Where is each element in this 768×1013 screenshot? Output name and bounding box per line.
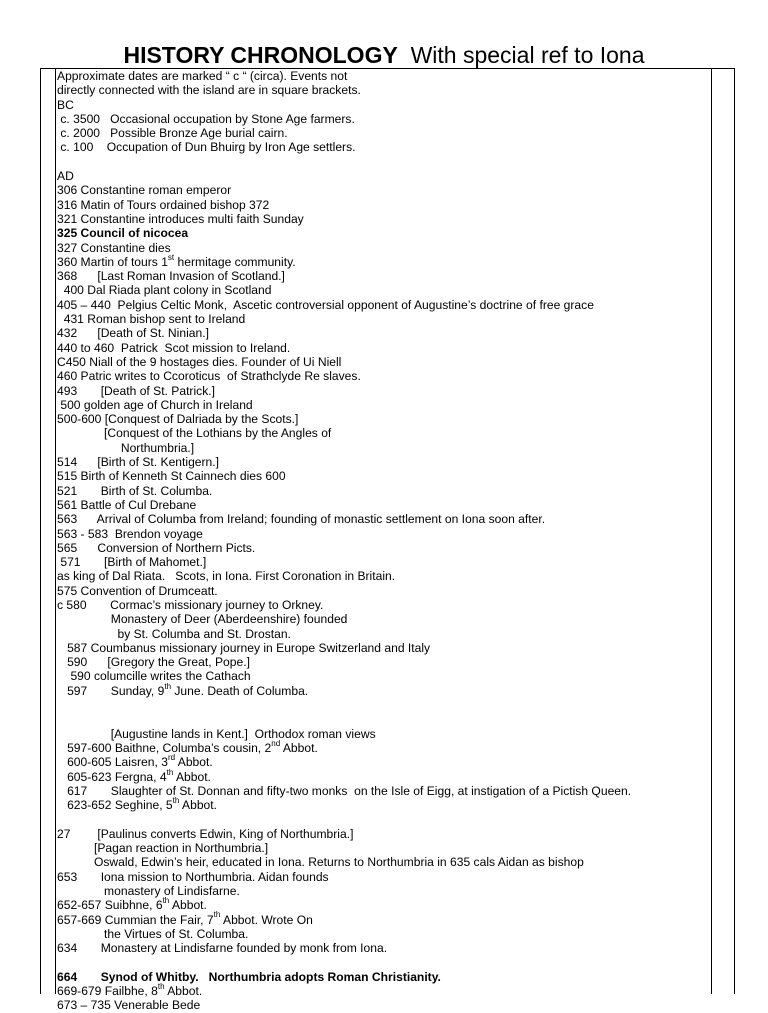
chronology-line <box>57 455 709 469</box>
chronology-line-text: 405 – 440 Pelgius Celtic Monk, Ascetic controversial opponent of Augustine’s doctrine of free grace <box>57 297 594 312</box>
chronology-line-text: Approximate dates are marked “ c “ (circa). Events not <box>57 69 348 83</box>
chronology-line-text: Monastery of Deer (Aberdeenshire) founded <box>57 612 348 627</box>
page-title-bold: HISTORY CHRONOLOGY <box>123 42 398 68</box>
chronology-line-text: directly connected with the island are in square brackets. <box>57 83 361 98</box>
chronology-line-text: [Conquest of the Lothians by the Angles of <box>57 426 332 441</box>
chronology-line-text-continued: Abbot. <box>175 755 213 770</box>
chronology-line <box>57 252 709 269</box>
chronology-text <box>57 69 709 1013</box>
chronology-line-text: 460 Patric writes to Ccoroticus of Strathclyde Re slaves. <box>57 369 361 384</box>
chronology-line <box>57 355 709 369</box>
chronology-line-text-continued: hermitage community. <box>174 254 296 269</box>
chronology-line <box>57 927 709 941</box>
table-inner-right-border <box>711 68 712 994</box>
chronology-line-text: 321 Constantine introduces multi faith Sunday <box>57 211 304 226</box>
chronology-line <box>57 784 709 798</box>
chronology-line-text: 327 Constantine dies <box>57 240 171 255</box>
chronology-line <box>57 498 709 512</box>
chronology-line <box>57 298 709 312</box>
chronology-line-text: 664 Synod of Whitby. Northumbria adopts Roman Christianity. <box>57 969 441 984</box>
chronology-line <box>57 469 709 483</box>
chronology-line-text: 563 - 583 Brendon voyage <box>57 526 203 541</box>
chronology-line <box>57 727 709 741</box>
chronology-line-text: 575 Convention of Drumceatt. <box>57 583 218 598</box>
chronology-line <box>57 226 709 240</box>
chronology-line-text: 600-605 Laisren, 3 <box>57 755 168 770</box>
chronology-line <box>57 341 709 355</box>
page-title <box>0 42 768 69</box>
chronology-line-text: AD <box>57 169 74 184</box>
chronology-line <box>57 584 709 598</box>
chronology-line-text: 500 golden age of Church in Ireland <box>57 397 253 412</box>
page-title-subtitle: With special ref to Iona <box>410 42 645 68</box>
chronology-line-text: as king of Dal Riata. Scots, in Iona. First Coronation in Britain. <box>57 569 396 584</box>
chronology-line <box>57 183 709 197</box>
chronology-line <box>57 898 709 912</box>
ordinal-suffix: th <box>157 981 165 991</box>
chronology-line-text: Oswald, Edwin’s heir, educated in Iona. Returns to Northumbria in 635 cals Aidan as bishop <box>57 855 584 870</box>
chronology-line <box>57 527 709 541</box>
chronology-line <box>57 241 709 255</box>
chronology-line <box>57 855 709 869</box>
chronology-line-text-continued: Abbot. <box>169 898 207 913</box>
chronology-line <box>57 681 709 698</box>
chronology-line-text: 571 [Birth of Mahomet.] <box>57 555 207 570</box>
chronology-line-text: the Virtues of St. Columba. <box>57 926 249 941</box>
chronology-line <box>57 98 709 112</box>
chronology-line <box>57 384 709 398</box>
chronology-line <box>57 512 709 526</box>
chronology-line <box>57 698 709 712</box>
chronology-line <box>57 484 709 498</box>
ordinal-suffix: th <box>166 767 174 777</box>
chronology-line-text: 561 Battle of Cul Drebane <box>57 497 197 512</box>
chronology-line <box>57 812 709 826</box>
chronology-line-text-continued: Abbot. Wrote On <box>220 912 313 927</box>
ordinal-suffix: st <box>167 252 175 262</box>
ordinal-suffix: nd <box>271 738 281 748</box>
chronology-line-text-continued: Abbot. <box>280 740 318 755</box>
chronology-line <box>57 910 709 927</box>
chronology-line-text: 316 Matin of Tours ordained bishop 372 <box>57 197 270 212</box>
chronology-line-text: 590 columcille writes the Cathach <box>57 669 251 684</box>
chronology-line <box>57 970 709 984</box>
chronology-line <box>57 198 709 212</box>
chronology-line <box>57 541 709 555</box>
chronology-line <box>57 140 709 154</box>
ordinal-suffix: rd <box>167 753 176 763</box>
chronology-line <box>57 798 709 812</box>
chronology-line <box>57 655 709 669</box>
chronology-line-text-continued: Abbot. <box>164 984 203 998</box>
chronology-line <box>57 269 709 283</box>
chronology-line <box>57 412 709 426</box>
chronology-line-text: 673 – 735 Venerable Bede <box>57 998 201 1013</box>
chronology-line-text: 360 Martin of tours 1 <box>57 254 168 269</box>
chronology-line-text: 515 Birth of Kenneth St Cainnech dies 600 <box>57 469 286 484</box>
chronology-line <box>57 426 709 440</box>
chronology-line <box>57 169 709 183</box>
chronology-line-text: 634 Monastery at Lindisfarne founded by monk from Iona. <box>57 941 388 956</box>
chronology-line-text: 617 Slaughter of St. Donnan and fifty-two monks on the Isle of Eigg, at instigation of a Pictish Queen. <box>57 783 632 798</box>
chronology-line-text: 400 Dal Riada plant colony in Scotland <box>57 283 272 298</box>
chronology-line <box>57 112 709 126</box>
chronology-line-text: 521 Birth of St. Columba. <box>57 483 213 498</box>
ordinal-suffix: th <box>162 896 170 906</box>
chronology-line <box>57 326 709 340</box>
chronology-line <box>57 870 709 884</box>
chronology-line-text: 563 Arrival of Columba from Ireland; founding of monastic settlement on Iona soon after. <box>57 512 546 527</box>
chronology-line-text: 493 [Death of St. Patrick.] <box>57 383 215 398</box>
chronology-line-text: 306 Constantine roman emperor <box>57 183 232 198</box>
chronology-line <box>57 598 709 612</box>
chronology-line-text: c 580 Cormac’s missionary journey to Orkney. <box>57 597 324 612</box>
chronology-line <box>57 441 709 455</box>
chronology-line-text: 368 [Last Roman Invasion of Scotland.] <box>57 269 285 284</box>
chronology-line <box>57 369 709 383</box>
chronology-line-text: by St. Columba and St. Drostan. <box>57 626 291 641</box>
chronology-line <box>57 126 709 140</box>
chronology-line-text: 565 Conversion of Northern Picts. <box>57 540 256 555</box>
chronology-line <box>57 981 709 998</box>
chronology-line-text: 440 to 460 Patrick Scot mission to Ireland. <box>57 340 291 355</box>
ordinal-suffix: th <box>164 681 172 691</box>
chronology-line <box>57 884 709 898</box>
chronology-line-text: 605-623 Fergna, 4 <box>57 769 167 784</box>
chronology-line <box>57 283 709 297</box>
chronology-line-text: [Augustine lands in Kent.] Orthodox roman views <box>57 726 376 741</box>
chronology-line <box>57 312 709 326</box>
chronology-line-text-continued: Abbot. <box>179 798 217 813</box>
chronology-line-text: C450 Niall of the 9 hostages dies. Founder of Ui Niell <box>57 354 342 369</box>
chronology-line-text: 669-679 Failbhe, 8 <box>57 984 158 998</box>
chronology-line <box>57 827 709 841</box>
chronology-line-text: monastery of Lindisfarne. <box>57 883 240 898</box>
chronology-line <box>57 712 709 726</box>
chronology-line <box>57 569 709 583</box>
chronology-line <box>57 738 709 755</box>
chronology-line-text-continued: Abbot. <box>173 769 211 784</box>
chronology-line-text: 657-669 Cummian the Fair, 7 <box>57 912 214 927</box>
table-inner-left-border <box>55 68 56 994</box>
chronology-line <box>57 398 709 412</box>
chronology-line-text: 500-600 [Conquest of Dalriada by the Scots.] <box>57 412 299 427</box>
chronology-line-text: 653 Iona mission to Northumbria. Aidan founds <box>57 869 329 884</box>
chronology-line-text: 325 Council of nicocea <box>57 226 189 241</box>
chronology-line-text: [Pagan reaction in Northumbria.] <box>57 841 269 856</box>
chronology-line-text: 27 [Paulinus converts Edwin, King of Northumbria.] <box>57 826 354 841</box>
chronology-line <box>57 941 709 955</box>
table-left-border <box>40 68 41 994</box>
chronology-line-text: 623-652 Seghine, 5 <box>57 798 173 813</box>
chronology-line <box>57 627 709 641</box>
chronology-line-text: 587 Coumbanus missionary journey in Europe Switzerland and Italy <box>57 640 431 655</box>
chronology-line <box>57 998 709 1012</box>
chronology-line-text: BC <box>57 97 74 112</box>
chronology-line <box>57 612 709 626</box>
chronology-line-text: c. 3500 Occasional occupation by Stone Age farmers. <box>57 111 355 126</box>
chronology-line <box>57 69 709 83</box>
chronology-line-text-continued: June. Death of Columba. <box>171 683 309 698</box>
ordinal-suffix: th <box>213 910 221 920</box>
chronology-line-text: 597 Sunday, 9 <box>57 683 165 698</box>
chronology-line <box>57 555 709 569</box>
chronology-line <box>57 841 709 855</box>
chronology-line-text: c. 2000 Possible Bronze Age burial cairn. <box>57 126 288 141</box>
chronology-line <box>57 955 709 969</box>
chronology-line-text: Northumbria.] <box>57 440 195 455</box>
chronology-line <box>57 767 709 784</box>
chronology-line <box>57 212 709 226</box>
chronology-line-text: 431 Roman bishop sent to Ireland <box>57 312 246 327</box>
chronology-line <box>57 669 709 683</box>
chronology-line-text: c. 100 Occupation of Dun Bhuirg by Iron Age settlers. <box>57 140 356 155</box>
table-right-border <box>734 68 735 994</box>
chronology-line-text: 590 [Gregory the Great, Pope.] <box>57 655 250 670</box>
chronology-line <box>57 155 709 169</box>
chronology-line <box>57 83 709 97</box>
chronology-line-text: 432 [Death of St. Ninian.] <box>57 326 209 341</box>
chronology-line-text: 597-600 Baithne, Columba’s cousin, 2 <box>57 740 272 755</box>
chronology-line <box>57 755 709 769</box>
chronology-line-text: 652-657 Suibhne, 6 <box>57 898 163 913</box>
ordinal-suffix: th <box>172 796 180 806</box>
chronology-line-text: 514 [Birth of St. Kentigern.] <box>57 455 220 470</box>
chronology-line <box>57 641 709 655</box>
